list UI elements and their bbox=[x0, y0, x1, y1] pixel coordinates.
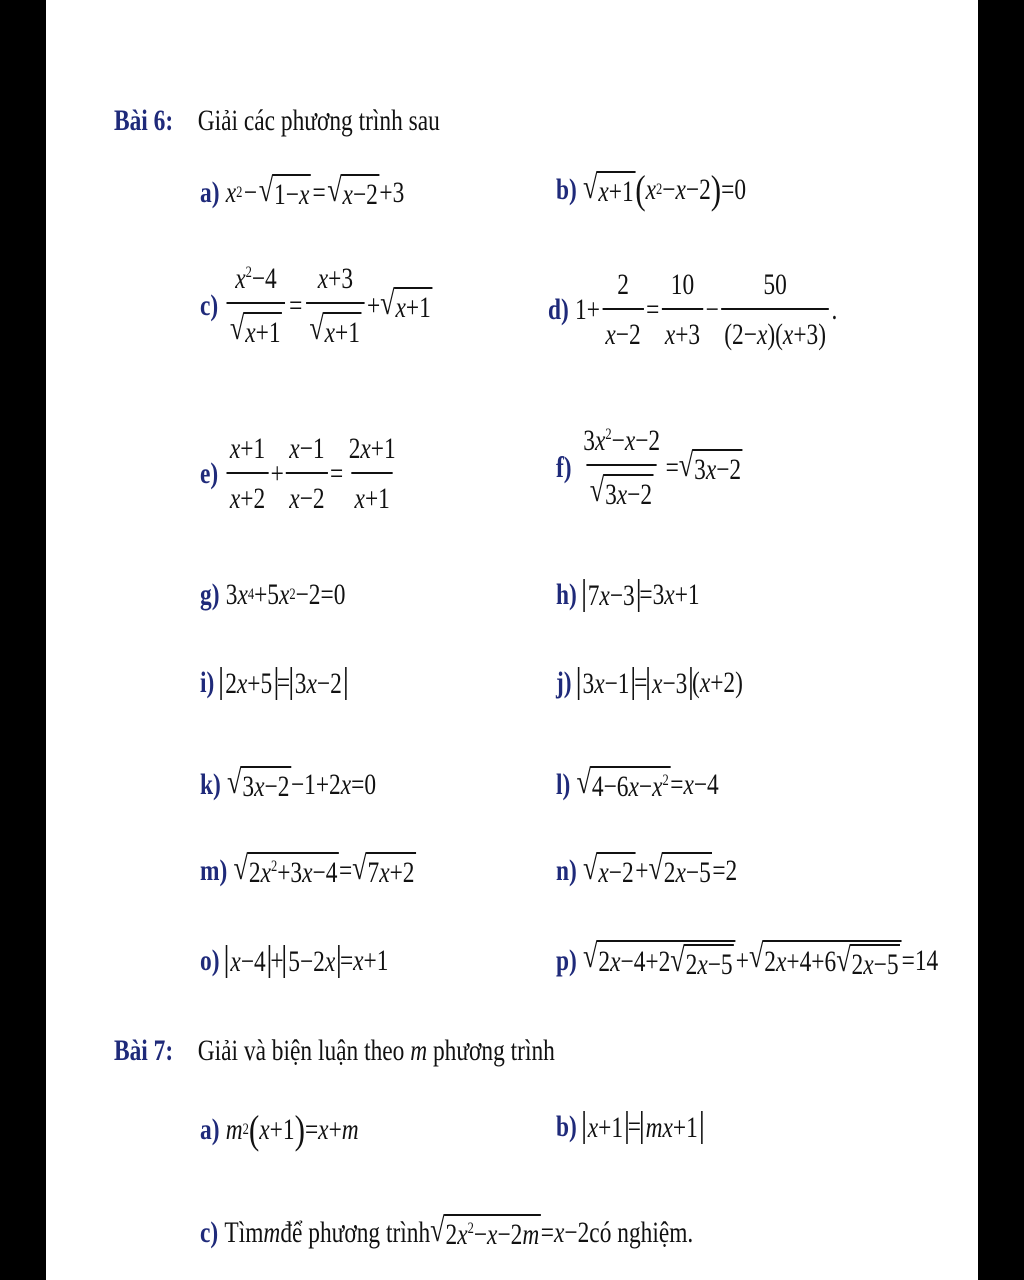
problem-6j: j) 3x−1 = x−3 ( x +2) bbox=[556, 666, 743, 700]
problem-label: f) bbox=[556, 451, 572, 484]
problem-label: h) bbox=[556, 578, 577, 611]
problem-6k: k) √ 3x−2 −1+2 x =0 bbox=[200, 764, 377, 803]
problem-label: p) bbox=[556, 944, 577, 977]
problem-6i: i) 2x+5 = 3x−2 bbox=[200, 666, 346, 700]
problem-7c: c) Tìm m để phương trình √ $2x^2-x-2m$ = x −2 có nghiệm. bbox=[200, 1212, 694, 1251]
problem-6p: p) √ 2x−4+2 √ 2x−5 + √ 2x+4+6 √ 2x−5 =14 bbox=[556, 938, 939, 981]
problem-label: c) bbox=[200, 1216, 219, 1249]
problem-label: g) bbox=[200, 578, 220, 611]
exercise-7-heading bbox=[114, 1034, 555, 1068]
problem-6b: b) √ x+1 ( x 2 − x −2 ) =0 bbox=[556, 167, 747, 212]
problem-6h: h) 7x−3 =3 x +1 bbox=[556, 578, 700, 612]
problem-6g: g) 3 x 4 +5 x 2 −2=0 bbox=[200, 578, 346, 611]
left-black-border bbox=[0, 0, 46, 1280]
exercise-7-var-m: m bbox=[410, 1034, 428, 1067]
exercise-7-title-part2: phương trình bbox=[432, 1034, 555, 1067]
document-page bbox=[46, 0, 978, 1280]
problem-7b: b) x+1 = mx+1 bbox=[556, 1110, 702, 1144]
problem-6f: f) $3x^2-x-2$ √ 3x−2 = √ 3x−2 bbox=[556, 424, 742, 511]
problem-label: k) bbox=[200, 768, 221, 801]
problem-label: b) bbox=[556, 1110, 577, 1143]
problem-6a: a) x 2 − √ 1−x = √ x−2 +3 bbox=[200, 172, 405, 211]
problem-label: d) bbox=[548, 293, 569, 326]
exercise-6-heading bbox=[114, 104, 440, 138]
problem-7c-text2: để phương trình bbox=[280, 1216, 431, 1249]
exercise-6-title: Giải các phương trình sau bbox=[197, 104, 440, 137]
problem-label: e) bbox=[200, 457, 219, 490]
problem-label: b) bbox=[556, 173, 577, 206]
problem-6m: m) √ $2x^2+3x-4$ = √ 7x+2 bbox=[200, 850, 415, 889]
problem-6d: d) 1+ $\frac{2}{x-2}$ = $\frac{10}{x+3}$ − $\frac{50}{(2-x)(x+3)}$ . bbox=[548, 268, 838, 351]
problem-7c-text1: Tìm bbox=[224, 1216, 264, 1249]
problem-6l: l) √ $4-6x-x^2$ = x −4 bbox=[556, 764, 719, 803]
problem-label: l) bbox=[556, 768, 571, 801]
problem-7a: a) m 2 ( x +1 ) = x + m bbox=[200, 1107, 359, 1152]
right-black-border bbox=[978, 0, 1024, 1280]
problem-label: c) bbox=[200, 289, 219, 322]
problem-label: a) bbox=[200, 176, 220, 209]
problem-label: j) bbox=[556, 666, 572, 699]
problem-label: m) bbox=[200, 854, 228, 887]
problem-6e: e) $\frac{x+1}{x+2}$ + $\frac{x-1}{x-2}$ = $\frac{2x+1}{x+1}$ bbox=[200, 432, 396, 515]
problem-label: a) bbox=[200, 1113, 220, 1146]
problem-6o: o) x−4 + 5−2x = x +1 bbox=[200, 944, 389, 978]
exercise-7-label: Bài 7: bbox=[114, 1034, 174, 1067]
problem-6n: n) √ x−2 + √ 2x−5 =2 bbox=[556, 850, 738, 889]
problem-label: i) bbox=[200, 666, 215, 699]
problem-6c: c) $x^2-4$ √ x+1 = x+3 √ x+1 + √ x+1 bbox=[200, 262, 431, 349]
problem-label: n) bbox=[556, 854, 577, 887]
problem-7c-text3: có nghiệm. bbox=[589, 1216, 694, 1249]
problem-label: o) bbox=[200, 944, 220, 977]
exercise-6-label: Bài 6: bbox=[114, 104, 174, 137]
exercise-7-title-part1: Giải và biện luận theo bbox=[197, 1034, 405, 1067]
